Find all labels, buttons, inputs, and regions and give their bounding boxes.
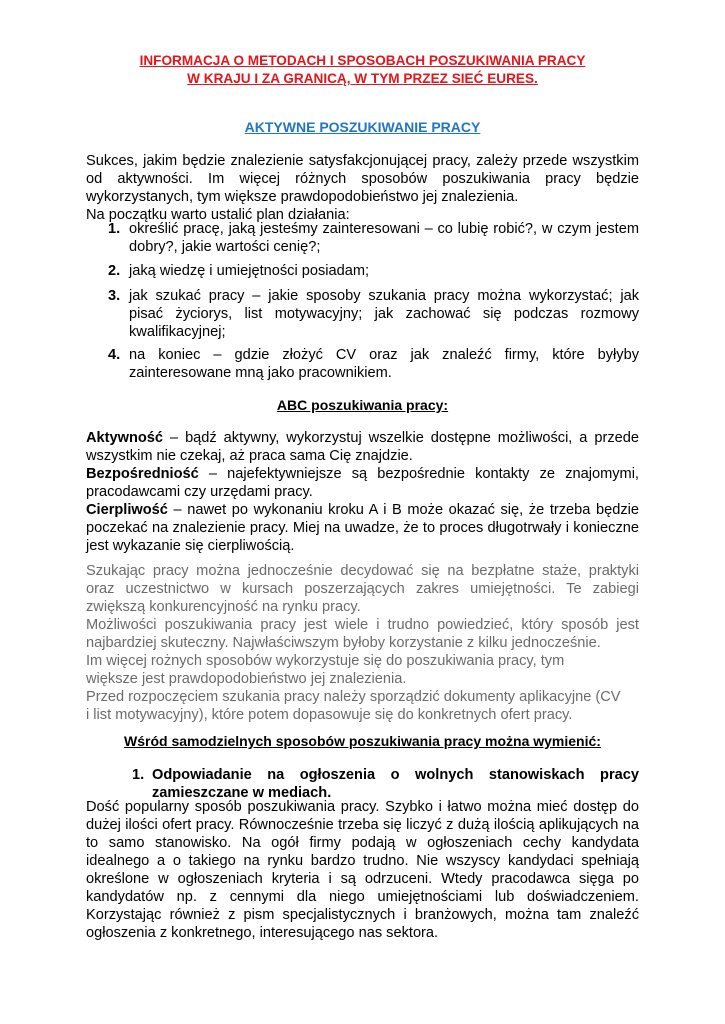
list-text-line: kwalifikacyjnej; bbox=[129, 324, 226, 340]
aktywnosc-text: – bądź aktywny, wykorzystuj wszelkie dostępne możliwości, a przede bbox=[163, 430, 639, 446]
body-line: kandydatów np. z cennymi dla niego umiejętnościami lub doświadczeniem. bbox=[86, 889, 639, 905]
bezposredniosc-text: – najefektywniejsze są bezpośrednie kontakty ze znajomymi, bbox=[198, 466, 639, 482]
list-number: 1. bbox=[108, 221, 121, 237]
active-search-heading: AKTYWNE POSZUKIWANIE PRACY bbox=[244, 119, 481, 135]
list-text-line: zainteresowane mną jako pracownikiem. bbox=[129, 365, 392, 381]
aktywnosc-text: wszystkim nie czekaj, aż praca sama Cię znajdzie. bbox=[86, 448, 413, 464]
intro-line: Sukces, jakim będzie znalezienie satysfakcjonującej pracy, zależy przede wszystkim bbox=[86, 153, 639, 169]
bezposredniosc-term: Bezpośredniość bbox=[86, 466, 199, 482]
list-number: 2. bbox=[108, 263, 121, 279]
document-title bbox=[86, 52, 639, 88]
body-line: Dość popularny sposób poszukiwania pracy. Szybko i łatwo można mieć dostęp do bbox=[86, 799, 639, 815]
cierpliwosc-text: – nawet po wykonaniu kroku A i B może okazać się, że trzeba będzie bbox=[167, 502, 639, 518]
list-text-line: pisać życiorys, list motywacyjny; jak zachować się podczas rozmowy bbox=[129, 306, 639, 322]
method-title-line: zamieszczane w mediach. bbox=[152, 785, 332, 801]
list-text-line: jak szukać pracy – jakie sposoby szukania pracy można wykorzystać; jak bbox=[129, 288, 639, 304]
list-text-line: określić pracę, jaką jesteśmy zainteresowani – co lubię robić?, w czym jestem bbox=[129, 221, 639, 237]
aktywnosc-term: Aktywność bbox=[86, 430, 164, 446]
gray-line: oraz uczestnictwo w kursach poszerzających zakres umiejętności. Te zabiegi bbox=[86, 581, 639, 597]
list-text-line: dobry?, jakie wartości cenię?; bbox=[129, 239, 321, 255]
gray-paragraph bbox=[86, 562, 639, 724]
body-line: ogłoszenia z konkretnego, interesującego nas sektora. bbox=[86, 925, 439, 941]
gray-line: Możliwości poszukiwania pracy jest wiele i trudno powiedzieć, który sposób jest bbox=[86, 617, 639, 633]
list-text-line: jaką wiedzę i umiejętności posiadam; bbox=[129, 263, 370, 279]
body-line: Korzystając również z pism specjalistycznych i branżowych, można tam znaleźć bbox=[86, 907, 639, 923]
gray-line: najbardziej skuteczny. Najwłaściwszym byłoby korzystanie z kilku jednocześnie. bbox=[86, 635, 601, 651]
body-line: idealnego a o takiego na rynku bardzo trudno. Nie wszyscy kandydaci spełniają bbox=[86, 853, 639, 869]
abc-line bbox=[86, 465, 639, 483]
title-line-2: W KRAJU I ZA GRANICĄ, W TYM PRZEZ SIEĆ EURES. bbox=[187, 71, 538, 86]
body-line: dużej ilości ofert pracy. Równocześnie trzeba się liczyć z dużą ilością aplikujących na bbox=[86, 817, 639, 833]
abc-heading: ABC poszukiwania pracy: bbox=[276, 397, 449, 413]
list-text-line: na koniec – gdzie złożyć CV oraz jak znaleźć firmy, które byłyby bbox=[129, 347, 639, 363]
list-number: 3. bbox=[108, 288, 121, 304]
intro-paragraph bbox=[86, 152, 639, 224]
gray-line: Szukając pracy można jednocześnie decydować się na bezpłatne staże, praktyki bbox=[86, 563, 639, 579]
cierpliwosc-text: jest wykazanie się cierpliwością. bbox=[86, 538, 295, 554]
self-search-heading: Wśród samodzielnych sposobów poszukiwania pracy można wymienić: bbox=[124, 733, 601, 749]
body-line: to samo stanowisko. Na ogół firmy podają w ogłoszeniach cechy kandydata bbox=[86, 835, 639, 851]
plan-intro: Na początku warto ustalić plan działania: bbox=[86, 207, 350, 223]
method-title-line: Odpowiadanie na ogłoszenia o wolnych stanowiskach pracy bbox=[152, 767, 639, 783]
intro-line: wykorzystanych, tym większe prawdopodobieństwo jej znalezienia. bbox=[86, 189, 519, 205]
title-line-1: INFORMACJA O METODACH I SPOSOBACH POSZUKIWANIA PRACY bbox=[139, 53, 586, 68]
abc-line bbox=[86, 429, 639, 447]
cierpliwosc-term: Cierpliwość bbox=[86, 502, 168, 518]
intro-line: od aktywności. Im więcej różnych sposobów poszukiwania pracy będzie bbox=[86, 171, 639, 187]
gray-line: Przed rozpoczęciem szukania pracy należy sporządzić dokumenty aplikacyjne (CV bbox=[86, 689, 621, 705]
cierpliwosc-text: poczekać na znalezienie pracy. Miej na uwadze, że to proces długotrwały i konieczne bbox=[86, 520, 639, 536]
body-line: określone w ogłoszeniach kryteria i są odrzuceni. Wtedy pracodawca sięga po bbox=[86, 871, 639, 887]
bezposredniosc-text: pracodawcami czy urzędami pracy. bbox=[86, 484, 313, 500]
gray-line: większe jest prawdopodobieństwo jej znalezienia. bbox=[86, 671, 407, 687]
abc-definitions bbox=[86, 429, 639, 555]
gray-line: i list motywacyjny), które potem dopasowuje się do konkretnych ofert pracy. bbox=[86, 707, 573, 723]
gray-line: zwiększą konkurencyjność na rynku pracy. bbox=[86, 599, 361, 615]
abc-line bbox=[86, 501, 639, 519]
gray-line: Im więcej rożnych sposobów wykorzystuje się do poszukiwania pracy, tym bbox=[86, 653, 565, 669]
method-number: 1. bbox=[132, 767, 145, 783]
method-description bbox=[86, 798, 639, 942]
list-number: 4. bbox=[108, 347, 121, 363]
